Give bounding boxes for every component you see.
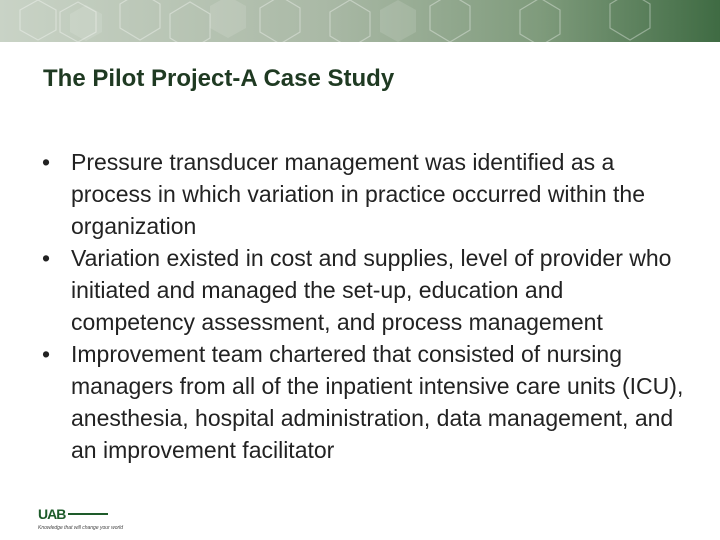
logo-rule bbox=[68, 513, 108, 515]
bullet-text: Improvement team chartered that consisted of nursing managers from all of the inpatient intensive care units (ICU), anesthesia, hospital administration, data management, and an improvement facilitator bbox=[71, 341, 684, 463]
slide-title: The Pilot Project-A Case Study bbox=[43, 65, 395, 92]
hexagon-shape bbox=[520, 0, 560, 42]
logo-mark: UAB bbox=[38, 506, 66, 522]
hexagon-shape bbox=[70, 5, 102, 41]
hexagon-shape bbox=[260, 0, 300, 42]
bullet-icon: • bbox=[42, 245, 51, 271]
list-item bbox=[38, 146, 688, 242]
hexagon-shape bbox=[610, 0, 650, 40]
hexagon-pattern bbox=[0, 0, 720, 42]
hexagon-shape bbox=[330, 0, 370, 42]
logo-tagline: Knowledge that will change your world bbox=[38, 525, 124, 531]
hexagon-shape bbox=[20, 0, 56, 40]
bullet-text: Variation existed in cost and supplies, level of provider who initiated and managed the set-up, education and competency assessment, and process management bbox=[71, 245, 672, 335]
bullet-icon: • bbox=[42, 149, 51, 175]
hexagon-shape bbox=[120, 0, 160, 40]
hexagon-shape bbox=[210, 0, 246, 38]
header-band bbox=[0, 0, 720, 42]
hexagon-shape bbox=[170, 2, 210, 42]
list-item bbox=[38, 338, 688, 466]
hexagon-shape bbox=[380, 0, 416, 42]
bullet-list bbox=[38, 146, 688, 466]
hexagon-shape bbox=[430, 0, 470, 42]
list-item bbox=[38, 242, 688, 338]
uab-logo bbox=[38, 505, 168, 537]
bullet-icon: • bbox=[42, 341, 51, 367]
bullet-text: Pressure transducer management was identified as a process in which variation in practice occurred within the organization bbox=[71, 149, 645, 239]
